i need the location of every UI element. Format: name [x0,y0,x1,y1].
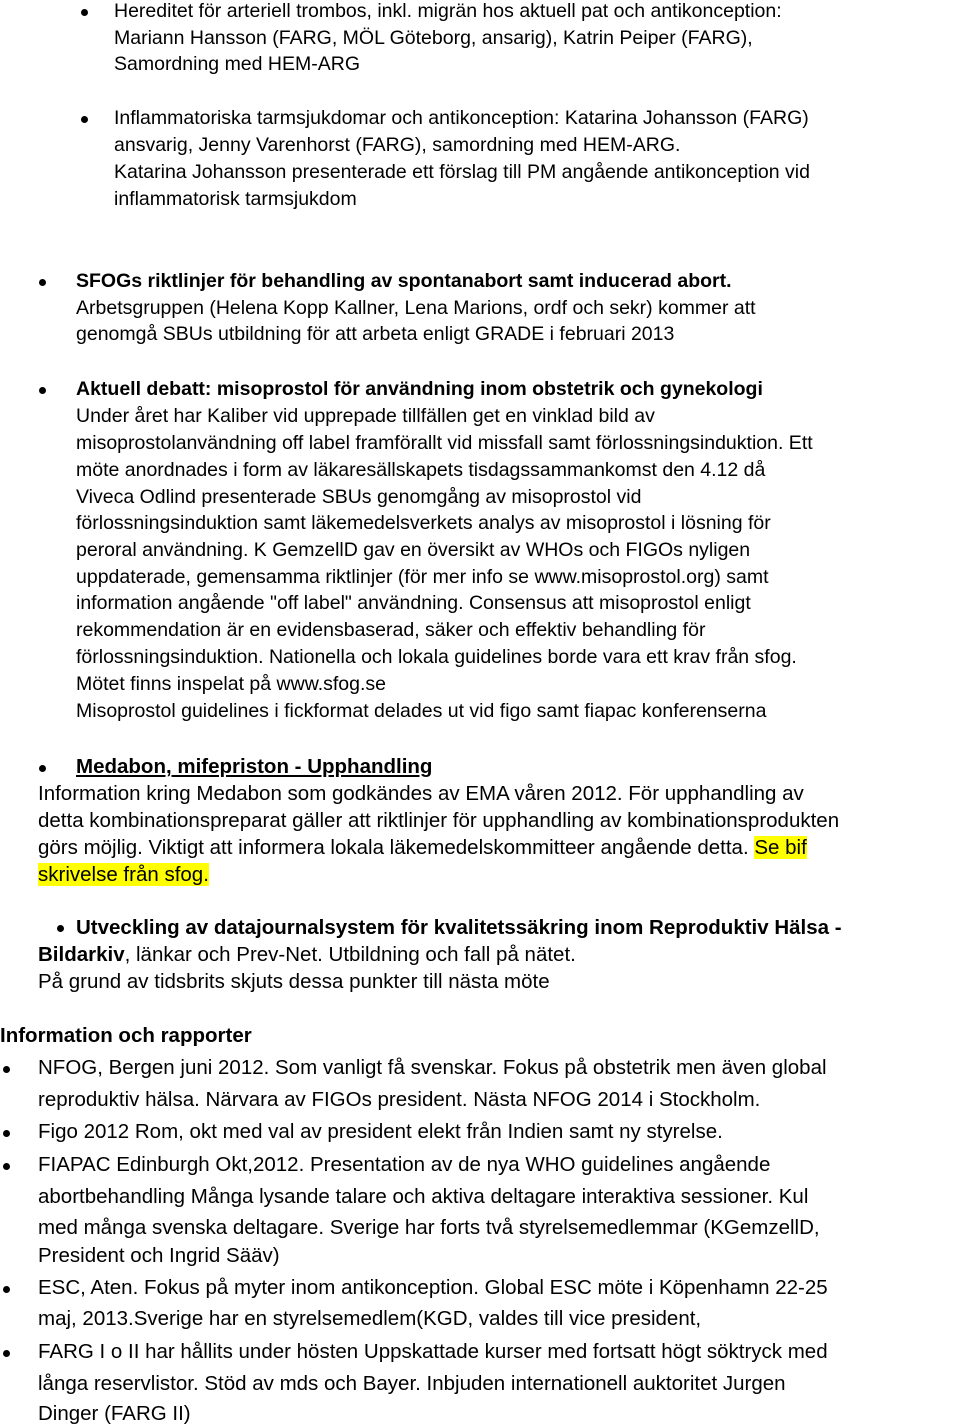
inflammatoriska-line-2: ansvarig, Jenny Varenhorst (FARG), samordning med HEM-ARG. [114,134,681,156]
aktuell-debatt-line-7: uppdaterade, gemensamma riktlinjer (för mer info se www.misoprostol.org) samt [76,566,769,588]
aktuell-debatt-line-12: Misoprostol guidelines i fickformat delades ut vid figo samt fiapac konferenserna [76,700,767,722]
medabon-line-2: detta kombinationspreparat gäller att riktlinjer för upphandling av kombinationsprodukten [38,809,840,832]
info-heading: Information och rapporter [0,1024,252,1047]
info-item-1-line-1: NFOG, Bergen juni 2012. Som vanligt få svenskar. Fokus på obstetrik men även global [38,1056,827,1079]
bullet-inflammatoriska [81,116,88,123]
aktuell-debatt-line-6: peroral användning. K GemzellD gav en översikt av WHOs och FIGOs nyligen [76,539,751,561]
bullet-medabon [39,765,46,772]
sfogs-title: SFOGs riktlinjer för behandling av spontanabort samt inducerad abort. [76,270,732,292]
highlighted-note: Se bif [754,836,807,859]
info-item-4-line-1: ESC, Aten. Fokus på myter inom antikonception. Global ESC möte i Köpenhamn 22-25 [38,1276,828,1299]
aktuell-debatt-line-5: förlossningsinduktion samt läkemedelsverkets analys av misoprostol i lösning för [76,512,771,534]
info-item-5-line-1: FARG I o II har hållits under hösten Uppskattade kurser med fortsatt högt söktryck med [38,1340,828,1363]
sfogs-line-1: Arbetsgruppen (Helena Kopp Kallner, Lena Marions, ordf och sekr) kommer att [76,297,756,319]
medabon-line-4 [38,865,209,886]
utveckling-line-2-text: , länkar och Prev-Net. Utbildning och fall på nätet. [124,943,576,966]
aktuell-debatt-line-10: förlossningsinduktion. Nationella och lokala guidelines borde vara ett krav från sfog. [76,646,797,668]
medabon-line-3 [38,838,807,859]
info-bullet-3 [3,1163,10,1170]
aktuell-debatt-line-2: misoprostolanvändning off label framförallt vid missfall samt förlossningsinduktion. Ett [76,432,813,454]
aktuell-debatt-line-4: Viveca Odlind presenterade SBUs genomgång av misoprostol vid [76,486,642,508]
bildarkiv-label: Bildarkiv [38,943,125,966]
info-item-5-line-2: långa reservlistor. Stöd av mds och Bayer. Inbjuden internationell auktoritet Jurgen [38,1372,786,1395]
aktuell-debatt-line-1: Under året har Kaliber vid upprepade tillfällen get en vinklad bild av [76,405,655,427]
info-bullet-4 [3,1286,10,1293]
inflammatoriska-line-4: inflammatorisk tarmsjukdom [114,188,357,210]
info-item-3-line-2: abortbehandling Många lysande talare och aktiva deltagare interaktiva sessioner. Kul [38,1185,809,1208]
medabon-line-1: Information kring Medabon som godkändes av EMA våren 2012. För upphandling av [38,782,804,805]
highlighted-note-cont: skrivelse från sfog. [38,863,209,886]
info-item-5-line-3: Dinger (FARG II) [38,1402,191,1425]
bullet-aktuell-debatt [39,387,46,394]
info-item-3-line-4: President och Ingrid Sääv) [38,1244,280,1267]
info-bullet-2 [3,1130,10,1137]
hereditet-line-2: Mariann Hansson (FARG, MÖL Göteborg, ansarig), Katrin Peiper (FARG), [114,27,753,49]
info-item-4-line-2: maj, 2013.Sverige har en styrelsemedlem(KGD, valdes till vice president, [38,1307,702,1330]
info-item-3-line-3: med många svenska deltagare. Sverige har forts två styrelsemedlemmar (KGemzellD, [38,1216,820,1239]
aktuell-debatt-line-8: information angående "off label" användning. Consensus att misoprostol enligt [76,592,751,614]
aktuell-debatt-line-9: rekommendation är en evidensbaserad, säker och effektiv behandling för [76,619,706,641]
info-item-1-line-2: reproduktiv hälsa. Närvara av FIGOs president. Nästa NFOG 2014 i Stockholm. [38,1088,761,1111]
utveckling-line-3: På grund av tidsbrits skjuts dessa punkter till nästa möte [38,970,550,993]
info-bullet-5 [3,1350,10,1357]
bullet-sfogs [39,279,46,286]
aktuell-debatt-line-11: Mötet finns inspelat på www.sfog.se [76,673,386,695]
hereditet-line-3: Samordning med HEM-ARG [114,53,360,75]
inflammatoriska-line-3: Katarina Johansson presenterade ett förslag till PM angående antikonception vid [114,161,810,183]
utveckling-line-2 [38,945,576,966]
hereditet-line-1: Hereditet för arteriell trombos, inkl. migrän hos aktuell pat och antikonception: [114,0,782,22]
utveckling-title: Utveckling av datajournalsystem för kvalitetssäkring inom Reproduktiv Hälsa - [76,916,842,939]
inflammatoriska-line-1: Inflammatoriska tarmsjukdomar och antikonception: Katarina Johansson (FARG) [114,107,809,129]
info-item-2-line-1: Figo 2012 Rom, okt med val av president elekt från Indien samt ny styrelse. [38,1120,723,1143]
bullet-hereditet [81,9,88,16]
sfogs-line-2: genomgå SBUs utbildning för att arbeta enligt GRADE i februari 2013 [76,323,675,345]
bullet-utveckling [57,925,64,932]
info-item-3-line-1: FIAPAC Edinburgh Okt,2012. Presentation av de nya WHO guidelines angående [38,1153,771,1176]
medabon-line-3-text: görs möjlig. Viktigt att informera lokala läkemedelskommitteer angående detta. [38,836,755,859]
aktuell-debatt-line-3: möte anordnades i form av läkaresällskapets tisdagssammankomst den 4.12 då [76,459,766,481]
aktuell-debatt-title: Aktuell debatt: misoprostol för användning inom obstetrik och gynekologi [76,378,763,400]
info-bullet-1 [3,1066,10,1073]
medabon-title: Medabon, mifepriston - Upphandling [76,755,433,778]
